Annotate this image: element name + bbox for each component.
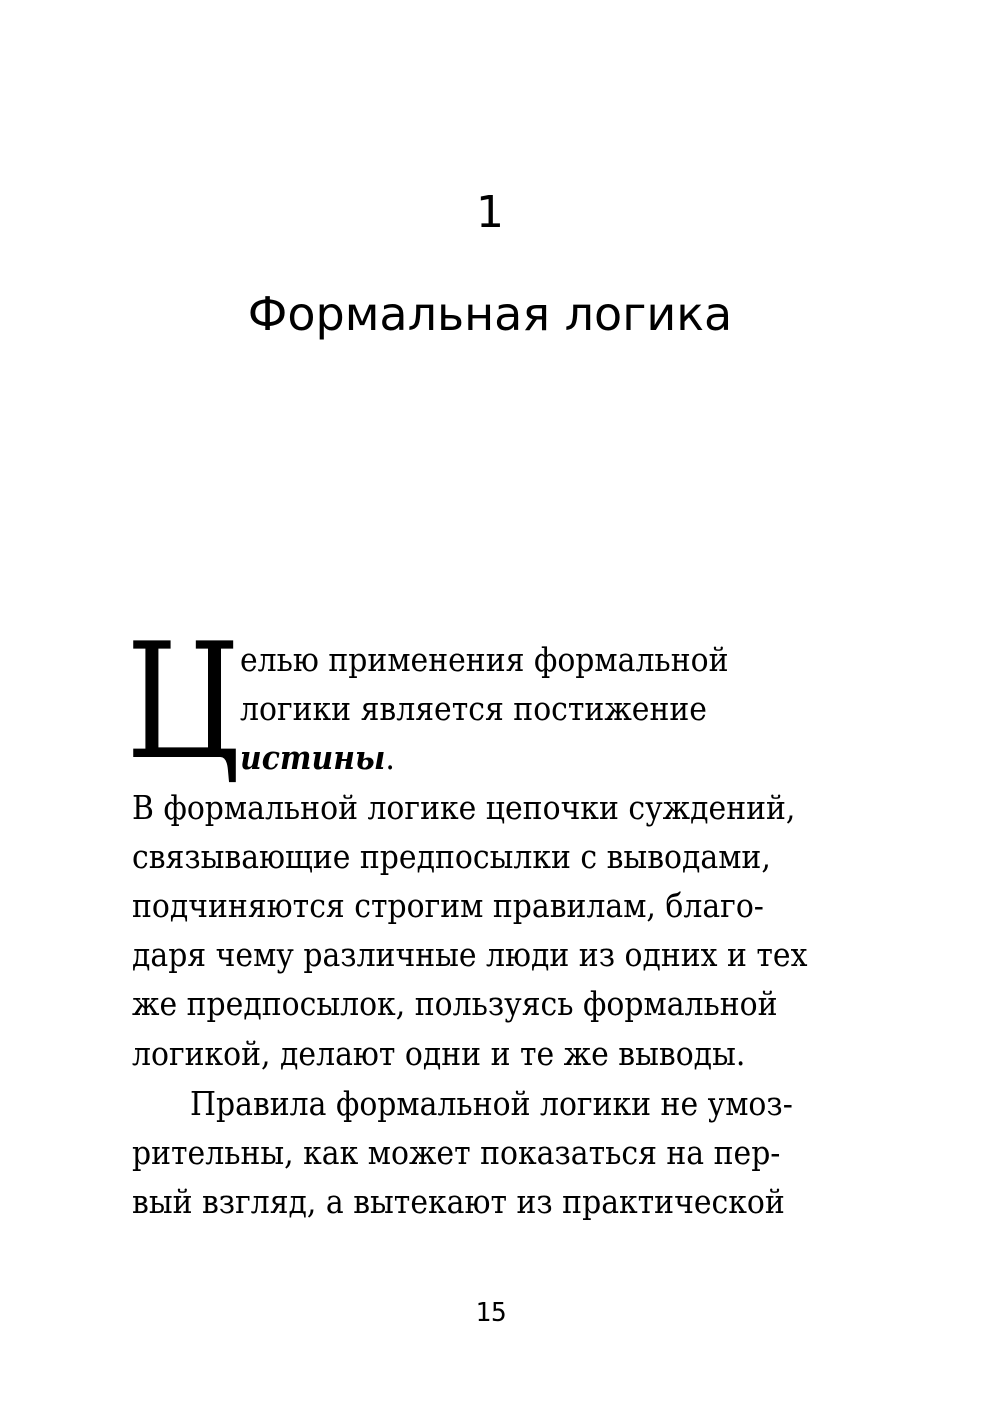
drop-cap: Ц	[126, 608, 241, 795]
paragraph-line: даря чему различные люди из одних и тех	[132, 935, 808, 974]
lead-line: логики является постижение	[240, 689, 707, 728]
chapter-number: 1	[476, 187, 504, 238]
lead-period: .	[385, 738, 395, 777]
paragraph-line: рительны, как может показаться на пер-	[132, 1133, 781, 1172]
paragraph-line: В формальной логике цепочки суждений,	[132, 788, 796, 827]
paragraph-line: логикой, делают одни и те же выводы.	[132, 1034, 746, 1073]
paragraph-line: же предпосылок, пользуясь формальной	[132, 984, 778, 1023]
page-number: 15	[475, 1298, 507, 1328]
paragraph-line: вый взгляд, а вытекают из практической	[132, 1182, 785, 1221]
paragraph-line: подчиняются строгим правилам, благо-	[132, 886, 764, 925]
emphasized-word: истины	[240, 738, 386, 777]
lead-line: елью применения формальной	[240, 640, 729, 679]
lead-line	[240, 734, 395, 782]
paragraph-line: связывающие предпосылки с выводами,	[132, 837, 771, 876]
chapter-title: Формальная логика	[247, 287, 733, 341]
paragraph-line: Правила формальной логики не умоз-	[190, 1084, 793, 1123]
